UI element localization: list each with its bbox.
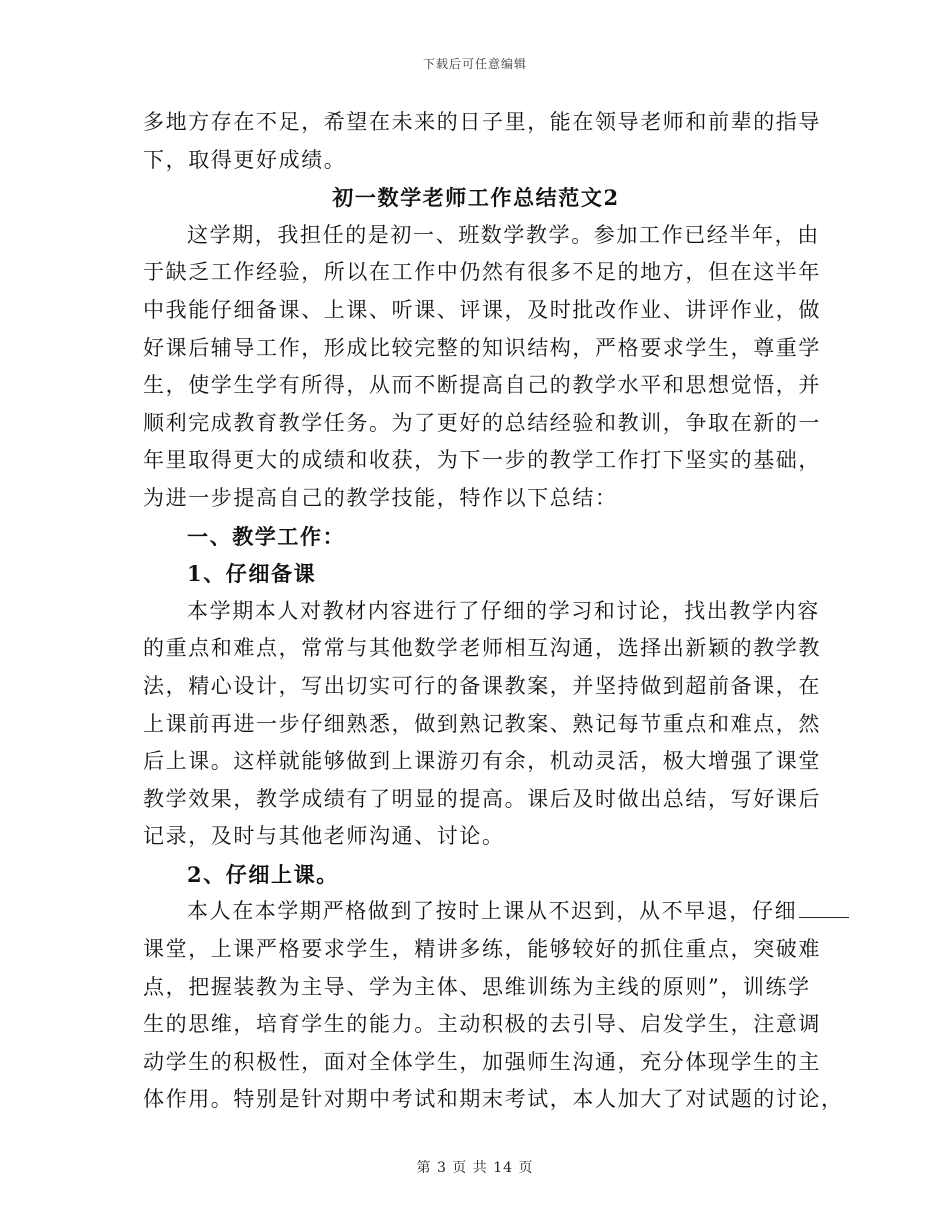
text-line: 下，取得更好成绩。 — [143, 147, 347, 172]
text-line: 法，精心设计，写出切实可行的备课教案，并坚持做到超前备课，在 — [143, 673, 821, 698]
text-line: 生的思维，培育学生的能力。主动积极的去引导、启发学生，注意调 — [143, 1012, 821, 1037]
section-title: 初一数学老师工作总结范文2 — [332, 185, 620, 211]
text-line: 体作用。特别是针对期中考试和期末考试，本人加大了对试题的讨论， — [143, 1087, 844, 1112]
text-segment: 本人在本学期严格做到了按时上课从不迟到，从不早退，仔细 — [187, 899, 798, 924]
document-body — [143, 104, 844, 1119]
text-line: 的重点和难点，常常与其他数学老师相互沟通，选择出新颖的教学教 — [143, 636, 821, 661]
text-line: 于缺乏工作经验，所以在工作中仍然有很多不足的地方，但在这半年 — [143, 260, 821, 285]
heading-teaching-work: 一、教学工作： — [187, 523, 346, 549]
text-line: 多地方存在不足，希望在未来的日子里，能在领导老师和前辈的指导 — [143, 110, 821, 134]
page-indicator: 第 3 页 共 14 页 — [416, 1160, 534, 1176]
fill-in-blank — [799, 897, 849, 918]
text-line-with-blank — [143, 893, 809, 931]
text-line: 生，使学生学有所得，从而不断提高自己的教学水平和思想觉悟，并 — [143, 373, 821, 398]
text-line: 后上课。这样就能够做到上课游刃有余，机动灵活，极大增强了课堂 — [143, 749, 821, 774]
text-line: 这学期，我担任的是初一、班数学教学。参加工作已经半年，由 — [187, 222, 820, 247]
header-note: 下载后可任意编辑 — [422, 57, 527, 71]
text-line: 顺利完成教育教学任务。为了更好的总结经验和教训，争取在新的一 — [143, 410, 821, 435]
text-line: 本学期本人对教材内容进行了仔细的学习和讨论，找出教学内容 — [187, 598, 820, 623]
text-line: 记录，及时与其他老师沟通、讨论。 — [143, 824, 505, 849]
heading-careful-preparation: 1、仔细备课 — [187, 561, 317, 587]
text-line: 课堂，上课严格要求学生，精讲多练，能够较好的抓住重点，突破难 — [143, 937, 821, 962]
text-line: 为进一步提高自己的教学技能，特作以下总结： — [143, 485, 618, 510]
text-line: 年里取得更大的成绩和收获，为下一步的教学工作打下坚实的基础， — [143, 448, 821, 473]
text-line: 上课前再进一步仔细熟悉，做到熟记教案、熟记每节重点和难点，然 — [143, 711, 821, 736]
text-line: 动学生的积极性，面对全体学生，加强师生沟通，充分体现学生的主 — [143, 1049, 821, 1074]
text-line: 教学效果，教学成绩有了明显的提高。课后及时做出总结，写好课后 — [143, 786, 821, 811]
text-line: 好课后辅导工作，形成比较完整的知识结构，严格要求学生，尊重学 — [143, 335, 821, 360]
text-line: 中我能仔细备课、上课、听课、评课，及时批改作业、讲评作业，做 — [143, 297, 821, 322]
heading-careful-class: 2、仔细上课。 — [187, 861, 339, 887]
text-line: 点，把握装教为主导、学为主体、思维训练为主线的原则”，训练学 — [143, 974, 811, 999]
